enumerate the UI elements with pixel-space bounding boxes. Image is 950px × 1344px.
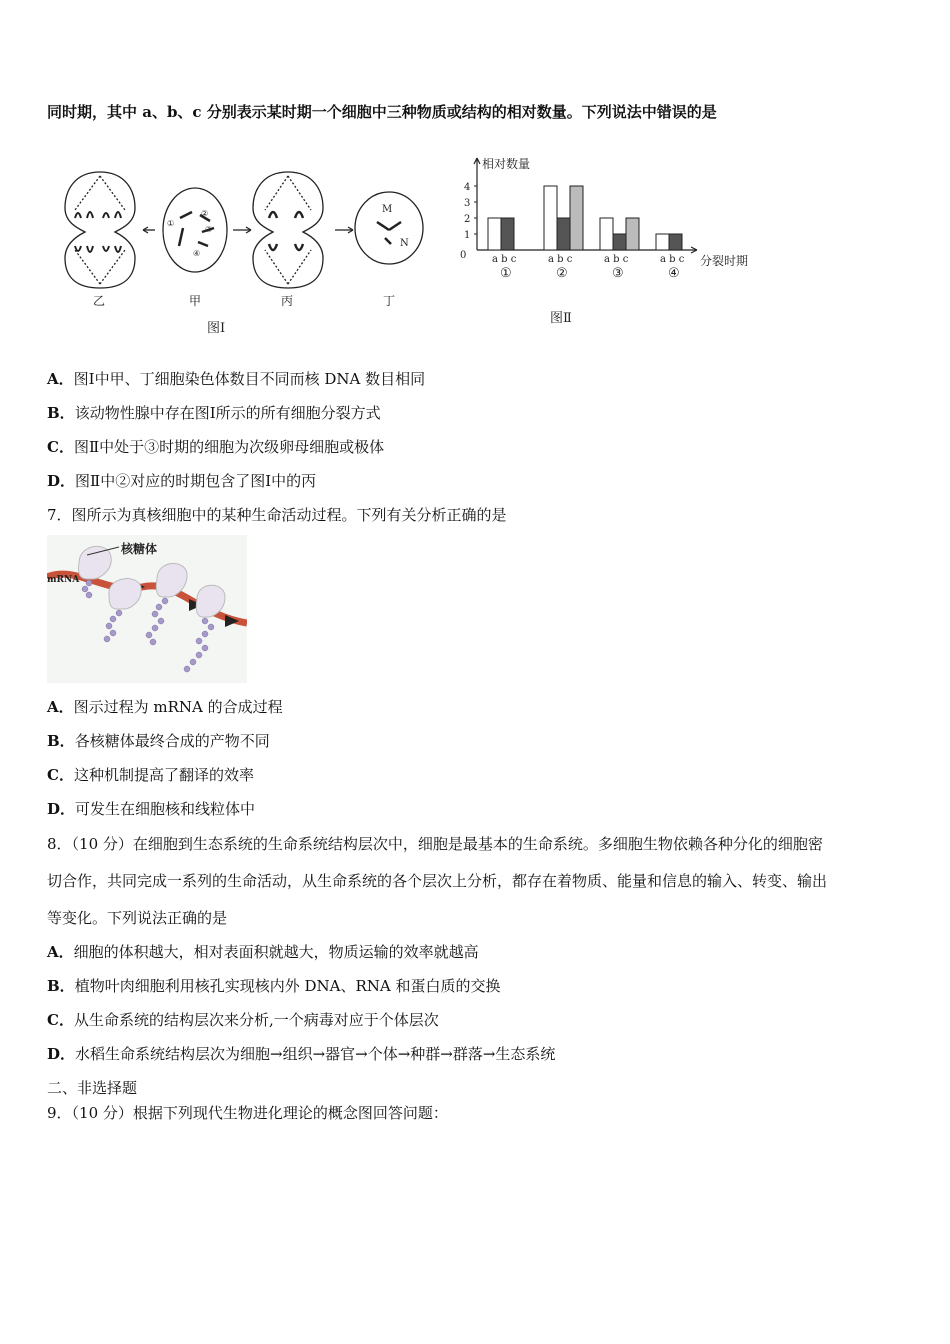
bar-letters-4: a b c [660,254,685,265]
q6-option-a: A．图Ⅰ中甲、丁细胞染色体数目不同而核 DNA 数目相同 [47,370,426,388]
label-mrna: mRNA [47,575,80,585]
bar-b-1 [501,218,514,250]
label-ribosome: 核糖体 [121,542,158,556]
q8-option-b: B．植物叶肉细胞利用核孔实现核内外 DNA、RNA 和蛋白质的交换 [47,977,501,995]
q9-stem: 9．（10 分）根据下列现代生物进化理论的概念图回答问题： [47,1104,448,1122]
q7-option-a: A．图示过程为 mRNA 的合成过程 [47,698,283,716]
bar-a-3 [600,218,613,250]
y-tick-4: 4 [464,182,471,193]
q8-stem-line-3: 等变化。下列说法正确的是 [47,909,228,927]
label-jia-2: ② [201,209,209,218]
bar-a-2 [544,186,557,250]
bar-letters-3: a b c [604,254,629,265]
label-jia: 甲 [189,294,202,308]
x-category-4: ④ [668,266,680,281]
figure-2-caption: 图Ⅱ [550,311,572,326]
y-axis-label: 相对数量 [482,157,531,171]
q8-option-c: C．从生命系统的结构层次来分析,一个病毒对应于个体层次 [47,1011,439,1029]
label-ding-m: M [382,204,393,215]
x-category-3: ③ [612,266,624,281]
q6-option-b: B．该动物性腺中存在图Ⅰ所示的所有细胞分裂方式 [47,404,381,422]
origin-label: 0 [460,250,467,261]
bar-b-3 [613,234,626,250]
y-tick-2: 2 [464,214,471,225]
x-category-1: ① [500,266,512,281]
figure-1-caption: 图Ⅰ [207,321,226,336]
label-ding-n: N [400,238,409,249]
bar-b-2 [557,218,570,250]
label-bing: 丙 [281,294,294,308]
section-heading: 二、非选择题 [47,1079,138,1097]
cell-yi [65,172,135,288]
label-ding: 丁 [383,294,396,308]
cell-bing [253,172,323,288]
y-tick-3: 3 [464,198,471,209]
bar-c-3 [626,218,639,250]
bar-b-4 [669,234,682,250]
cell-ding [355,192,423,264]
figure-2 [452,150,762,335]
q6-option-c: C．图Ⅱ中处于③时期的细胞为次级卵母细胞或极体 [47,438,385,456]
q8-stem-line-1: 8．（10 分）在细胞到生态系统的生命系统结构层次中，细胞是最基本的生命系统。多细胞生物依赖各种分化的细胞密 [47,835,823,853]
q8-option-d: D．水稻生命系统结构层次为细胞→组织→器官→个体→种群→群落→生态系统 [47,1045,556,1063]
label-jia-3: ③ [205,225,213,234]
q8-stem-line-2: 切合作，共同完成一系列的生命活动，从生命系统的各个层次上分析，都存在着物质、能量和信息的输入、转变、输出 [47,872,828,890]
bar-c-2 [570,186,583,250]
q7-option-d: D．可发生在细胞核和线粒体中 [47,800,256,818]
bar-letters-1: a b c [492,254,517,265]
label-jia-4: ④ [193,249,201,258]
x-axis-label: 分裂时期 [700,254,749,268]
question-6-stem-tail: 同时期，其中 a、b、c 分别表示某时期一个细胞中三种物质或结构的相对数量。下列说法中错误的是 [47,103,717,121]
bar-letters-2: a b c [548,254,573,265]
y-tick-1: 1 [464,230,471,241]
q7-figure [47,535,247,683]
label-yi: 乙 [93,294,106,308]
q6-option-d: D．图Ⅱ中②对应的时期包含了图Ⅰ中的丙 [47,472,317,490]
figure-1 [55,160,430,340]
cell-jia [163,188,227,272]
q7-stem: 7．图所示为真核细胞中的某种生命活动过程。下列有关分析正确的是 [47,506,507,524]
label-jia-1: ① [167,219,175,228]
q7-option-c: C．这种机制提高了翻译的效率 [47,766,254,784]
q8-option-a: A．细胞的体积越大，相对表面积就越大，物质运输的效率就越高 [47,943,479,961]
x-category-2: ② [556,266,568,281]
bar-a-4 [656,234,669,250]
q7-option-b: B．各核糖体最终合成的产物不同 [47,732,270,750]
bar-a-1 [488,218,501,250]
